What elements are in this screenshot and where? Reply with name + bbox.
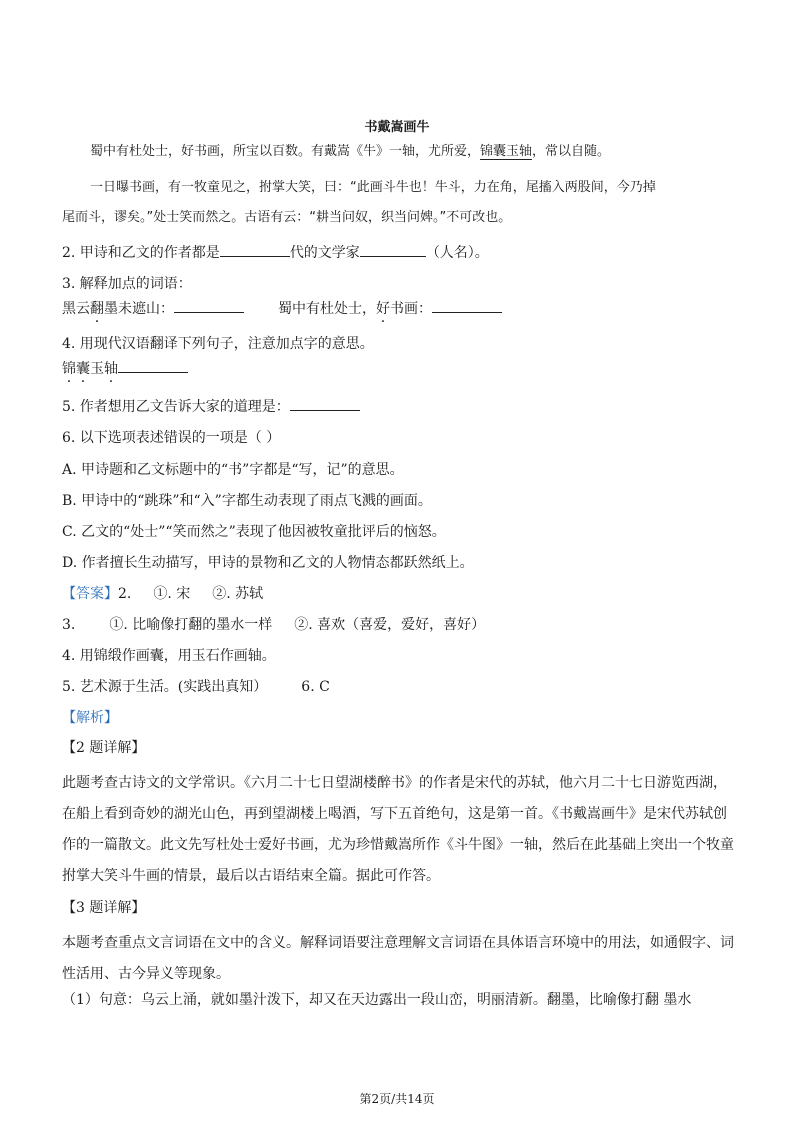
- q3a-text-b: 墨未遮山：: [104, 301, 174, 317]
- a3-part-2: ②. 喜欢（喜爱，爱好，喜好）: [294, 617, 486, 633]
- option-c: C. 乙文的“处士”“笑而然之”表现了他因被牧童批评后的恼怒。: [62, 524, 446, 540]
- q3b-blank[interactable]: [432, 298, 502, 313]
- poem-paragraph-2b: 尾而斗，谬矣。”处士笑而然之。古语有云：“耕当问奴，织当问婢。”不可改也。: [62, 210, 512, 225]
- q4-char-1: 锦: [62, 361, 76, 377]
- answer-label: 【答案】: [62, 586, 118, 602]
- analysis-heading-2: 【2 题详解】: [62, 740, 146, 756]
- a2-num: 2.: [118, 586, 132, 602]
- analysis-text-3: 本题考查重点文言词语在文中的含义。解释词语要注意理解文言词语在具体语言环境中的用法，如通假字、词性活用、古今异义等现象。: [62, 935, 734, 982]
- q5-text: 5. 作者想用乙文告诉大家的道理是：: [62, 399, 290, 415]
- q3a-dotted-word: 翻: [90, 301, 104, 317]
- option-a: A. 甲诗题和乙文标题中的“书”字都是“写，记”的意思。: [62, 462, 404, 478]
- question-3-items: [62, 298, 502, 319]
- q2-text-c: （人名）。: [425, 245, 489, 261]
- poem-p1-underlined: 锦囊玉轴: [480, 144, 533, 159]
- q2-text-b: 代的文学家: [289, 245, 360, 261]
- analysis-text-2: 此题考查古诗文的文学常识。《六月二十七日望湖楼醉书》的作者是宋代的苏轼，他六月二十七日游览西湖，在船上看到奇妙的湖光山色，再到望湖楼上喝酒，写下五首绝句，这是第一首。《书戴嵩画牛》是宋代苏轼创作的一篇散文。此文先写杜处士爱好书画，尤为珍惜戴嵩所作《斗牛图》一轴，然后在此基础上突出一个牧童拊掌大笑斗牛画的情景，最后以古语结束全篇。据此可作答。: [62, 775, 734, 884]
- answer-line-4: 4. 用锦缎作画囊，用玉石作画轴。: [62, 648, 276, 664]
- a6-text: 6. C: [301, 679, 330, 695]
- analysis-label: 【解析】: [62, 710, 118, 726]
- q3a-blank[interactable]: [174, 298, 244, 313]
- a2-part-2: ②. 苏轼: [212, 586, 264, 602]
- a3-part-1: ①. 比喻像打翻的墨水一样: [109, 617, 273, 633]
- q4-char-2: 囊: [76, 361, 90, 377]
- a3-num: 3.: [62, 617, 76, 633]
- question-3-title: 3. 解释加点的词语：: [62, 276, 192, 292]
- option-d: D. 作者擅长生动描写，甲诗的景物和乙文的人物情态都跃然纸上。: [62, 555, 474, 571]
- option-b: B. 甲诗中的“跳珠”和“入”字都生动表现了雨点飞溅的画面。: [62, 493, 432, 509]
- poem-p1-text-b: ，常以自随。: [532, 144, 611, 159]
- question-4-title: 4. 用现代汉语翻译下列句子，注意加点字的意思。: [62, 336, 374, 352]
- answer-line-5: [62, 677, 330, 697]
- question-2: [62, 242, 489, 263]
- q3b-dotted-word: 好: [376, 301, 390, 317]
- a2-part-1: ①. 宋: [153, 586, 191, 602]
- poem-p1-text-a: 蜀中有杜处士，好书画，所宝以百数。有戴嵩《牛》一轴，尤所爱，: [90, 144, 481, 159]
- answer-line-2: [62, 584, 263, 604]
- a5-text: 5. 艺术源于生活。(实践出真知）: [62, 679, 268, 695]
- poem-title: 书戴嵩画牛: [364, 120, 430, 135]
- page-footer: 第2页/共14页: [359, 1092, 435, 1106]
- poem-paragraph-1: [62, 142, 610, 162]
- analysis-heading-3: 【3 题详解】: [62, 900, 146, 916]
- q5-blank[interactable]: [290, 396, 360, 411]
- q3b-text-b: 书画：: [390, 301, 432, 317]
- q4-char-4: 轴: [104, 361, 118, 377]
- q4-char-3: 玉: [90, 361, 104, 377]
- q4-blank[interactable]: [118, 358, 188, 373]
- question-5: [62, 396, 360, 417]
- q2-text-a: 2. 甲诗和乙文的作者都是: [62, 245, 220, 261]
- poem-paragraph-2a: 一日曝书画，有一牧童见之，拊掌大笑，曰：“此画斗牛也！牛斗，力在角，尾搐入两股间，今乃掉: [90, 180, 656, 195]
- q3b-text-a: 蜀中有杜处士，: [278, 301, 376, 317]
- question-4-item: [62, 358, 188, 379]
- question-6: 6. 以下选项表述错误的一项是（ ）: [62, 430, 281, 446]
- q2-blank-2[interactable]: [360, 242, 426, 257]
- analysis-text-3b: （1）句意：乌云上涌，就如墨汁泼下，却又在天边露出一段山峦，明丽清新。翻墨，比喻像打翻 墨水: [62, 992, 692, 1008]
- answer-line-3: [62, 615, 485, 635]
- q3a-text-a: 黑云: [62, 301, 90, 317]
- q2-blank-1[interactable]: [220, 242, 290, 257]
